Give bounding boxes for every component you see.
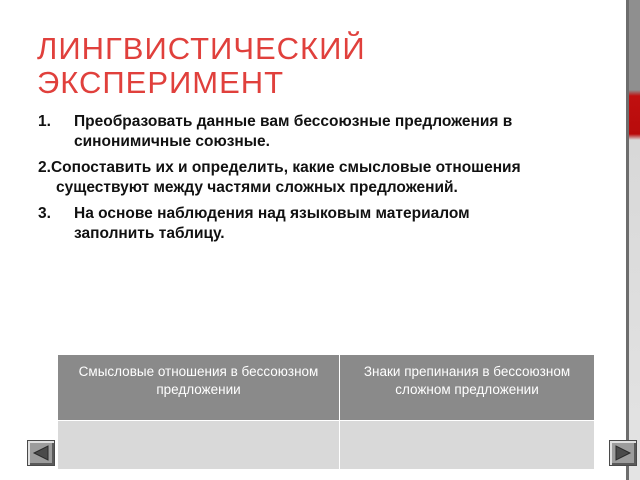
task-text-line2: заполнить таблицу.	[74, 225, 225, 242]
header-punctuation: Знаки препинания в бессоюзном сложном предложении	[363, 364, 571, 397]
task-number: 2.	[38, 159, 51, 176]
previous-slide-button[interactable]	[27, 440, 55, 466]
task-text	[74, 204, 470, 244]
side-bar-shade	[626, 0, 629, 480]
triangle-right-icon	[614, 445, 632, 461]
table-cell[interactable]	[58, 421, 340, 470]
table-header-row	[58, 355, 595, 421]
analysis-table	[57, 354, 595, 470]
slide-title-line1: ЛИНГВИСТИЧЕСКИЙ	[37, 31, 366, 66]
task-item	[38, 112, 598, 152]
task-number: 3.	[38, 205, 51, 222]
slide-title-line2: ЭКСПЕРИМЕНТ	[37, 65, 285, 100]
task-list	[38, 112, 598, 250]
table-row	[58, 421, 595, 470]
triangle-left-icon	[32, 445, 50, 461]
task-text-line2: существуют между частями сложных предложений.	[56, 179, 458, 196]
task-item	[38, 204, 598, 244]
table-cell[interactable]	[340, 421, 595, 470]
decorative-side-bar	[626, 0, 640, 480]
task-text-line2: синонимичные союзные.	[74, 133, 270, 150]
task-text	[74, 112, 512, 152]
task-number: 1.	[38, 113, 51, 130]
table-header-cell	[58, 355, 340, 421]
task-text-line1: На основе наблюдения над языковым материалом	[74, 205, 470, 222]
slide-title	[37, 32, 366, 100]
table-header-cell	[340, 355, 595, 421]
next-slide-button[interactable]	[609, 440, 637, 466]
task-text-line1: Преобразовать данные вам бессоюзные предложения в	[74, 113, 513, 130]
header-meaning: Смысловые отношения в бессоюзном предложении	[78, 364, 319, 397]
task-item	[38, 158, 598, 198]
task-text-line1: Сопоставить их и определить, какие смысловые отношения	[50, 159, 521, 176]
